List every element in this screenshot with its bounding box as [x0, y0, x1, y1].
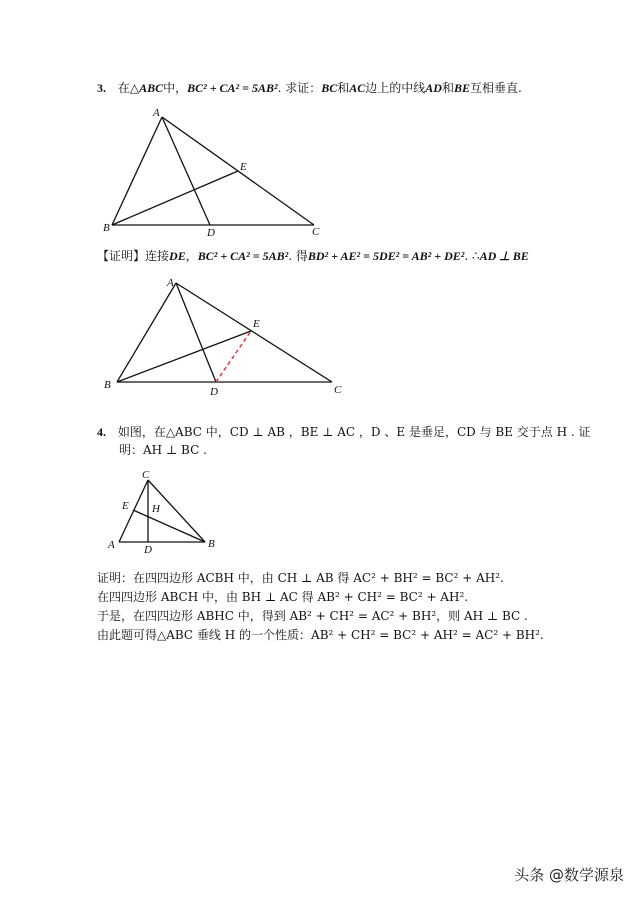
edge-ca: [162, 117, 314, 225]
edge-bc: [148, 480, 205, 542]
proof3-text3: . ∴: [464, 249, 480, 263]
label-c: C: [142, 469, 150, 481]
problem4-line1: 如图，在△ABC 中，CD ⊥ AB ，BE ⊥ AC ，D 、E 是垂足，CD 与 BE 交于点 H . 证: [117, 425, 591, 439]
label-b: B: [208, 538, 215, 550]
problem3-suffix2: 边上的中线: [365, 81, 426, 95]
problem3-suffix1: . 求证：: [277, 81, 322, 95]
label-e: E: [122, 500, 129, 512]
problem3-prefix: 在△: [117, 81, 140, 95]
problem3-and1: 和: [337, 81, 350, 95]
median-ad: [162, 117, 210, 225]
problem3-bc: BC: [321, 81, 338, 95]
label-e: E: [240, 161, 247, 173]
proof3-eq2: BD² + AE² = 5DE² = AB² + DE²: [307, 249, 465, 263]
problem3-statement: [97, 80, 522, 96]
proof3-text2: . 得: [288, 249, 308, 263]
proof3-comma: ，: [185, 249, 198, 263]
altitude-be: [133, 510, 205, 542]
problem4-number: 4.: [97, 425, 106, 439]
median-be: [112, 171, 238, 225]
edge-ca: [176, 283, 332, 382]
problem3-be: BE: [453, 81, 470, 95]
edge-ab: [112, 117, 162, 225]
proof3-text1: 连接: [145, 249, 170, 263]
label-d: D: [207, 227, 215, 239]
label-d: D: [210, 386, 218, 398]
label-h: H: [152, 503, 160, 515]
problem3-and2: 和: [441, 81, 454, 95]
median-ad: [176, 283, 216, 382]
proof4-line3: 于是，在四四边形 ABHC 中，得到 AB² + CH² = AC² + BH²，则 AH ⊥ BC .: [97, 609, 528, 623]
label-a: A: [153, 107, 160, 119]
label-a: A: [108, 539, 115, 551]
problem3-ac: AC: [349, 81, 366, 95]
label-b: B: [103, 222, 110, 234]
proof3-de: DE: [169, 249, 186, 263]
label-d: D: [144, 544, 152, 556]
label-c: C: [312, 226, 320, 238]
problem3-number: 3.: [97, 81, 106, 95]
proof3-bracket: 【证明】: [97, 249, 146, 263]
problem3-triangle: ABC: [139, 81, 164, 95]
median-be: [117, 331, 251, 382]
label-c: C: [334, 384, 342, 396]
proof4-line2: 在四四边形 ABCH 中，由 BH ⊥ AC 得 AB² + CH² = BC² + AH².: [97, 590, 469, 604]
proof3-conclusion: AD ⊥ BE: [479, 249, 529, 263]
problem3-equation: BC² + CA² = 5AB²: [187, 81, 278, 95]
label-b: B: [104, 379, 111, 391]
edge-ca: [119, 480, 148, 542]
watermark: 头条 @数学源泉: [514, 866, 624, 884]
problem3-suffix3: 互相垂直.: [470, 81, 522, 95]
problem3-mid: 中，: [163, 81, 188, 95]
problem4-statement: [97, 424, 591, 440]
problem4-line2: 明：AH ⊥ BC .: [119, 443, 207, 457]
label-e: E: [253, 318, 260, 330]
label-a: A: [167, 277, 174, 289]
proof3-eq1: BC² + CA² = 5AB²: [197, 249, 289, 263]
segment-de-dashed: [216, 331, 251, 382]
edge-ab: [117, 283, 176, 382]
proof3-line: [97, 248, 529, 264]
proof4-line1: 证明：在四四边形 ACBH 中，由 CH ⊥ AB 得 AC² + BH² = BC² + AH².: [97, 571, 504, 585]
problem3-ad: AD: [425, 81, 442, 95]
proof4-line4: 由此题可得△ABC 垂线 H 的一个性质：AB² + CH² = BC² + AH² = AC² + BH².: [97, 628, 544, 642]
